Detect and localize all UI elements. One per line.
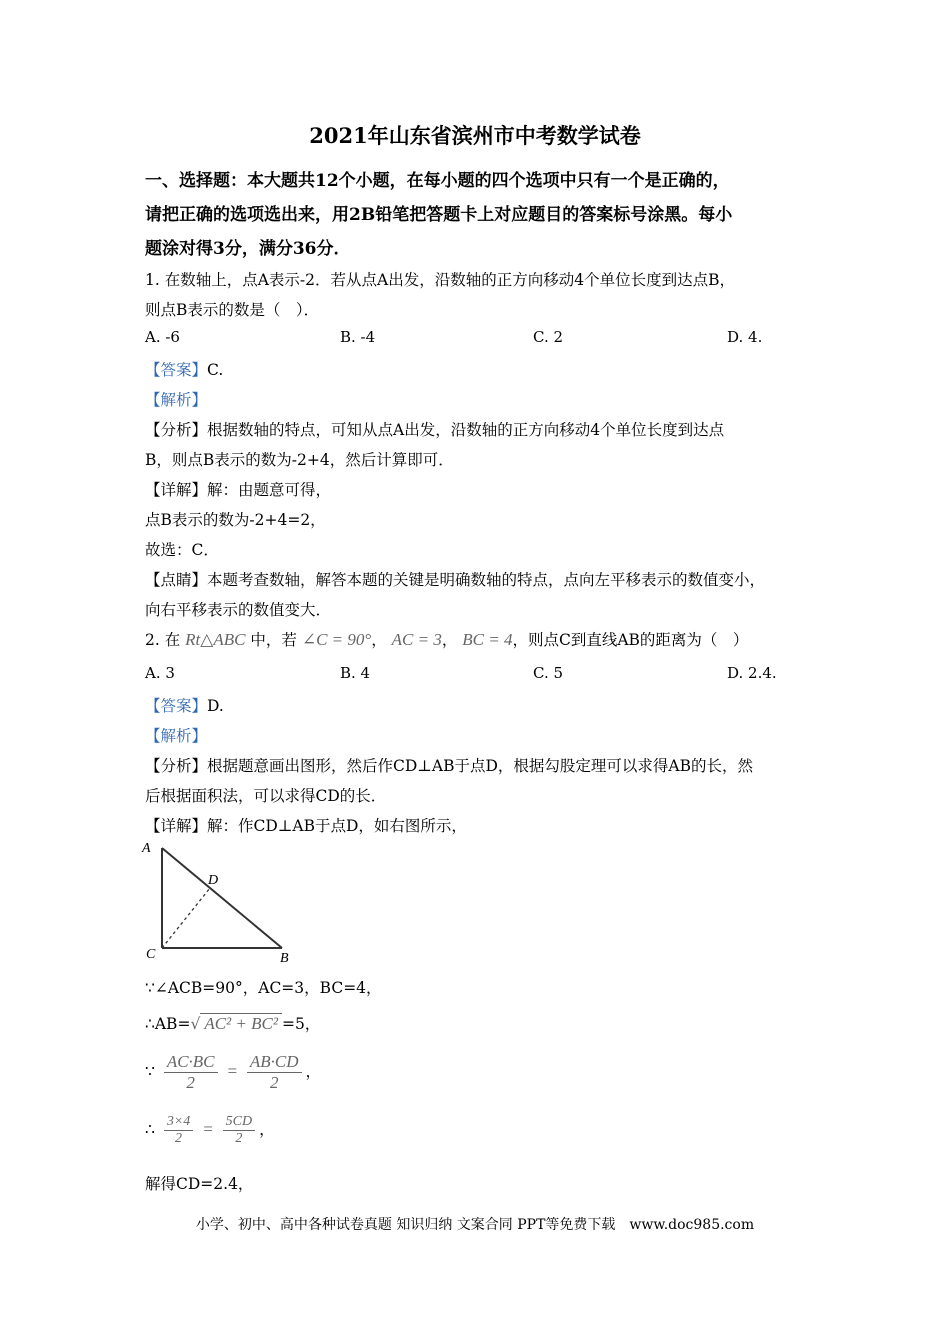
vertex-label-c: C bbox=[146, 947, 156, 962]
q2-analysis-tag: 【解析】 bbox=[145, 727, 208, 745]
q2-step-4-symbol: ∴ bbox=[145, 1120, 155, 1139]
side-ab bbox=[162, 848, 282, 948]
q2-ac: AC = 3 bbox=[391, 630, 442, 649]
q2-step-1: ∵∠ACB=90°，AC=3，BC=4， bbox=[145, 979, 382, 997]
q2-step-2-suffix: =5， bbox=[281, 1015, 321, 1033]
q2-triangle-name: Rt△ABC bbox=[185, 630, 246, 649]
q2-step-2-radicand: AC² + BC² bbox=[200, 1013, 282, 1034]
q2-bc: BC = 4 bbox=[462, 630, 513, 649]
q1-dianjing-line-1 bbox=[145, 568, 765, 590]
q1-stem-line-1: 1. 在数轴上，点A表示-2．若从点A出发，沿数轴的正方向移动4个单位长度到达点B， bbox=[145, 271, 735, 289]
equals-sign: = bbox=[202, 1119, 214, 1139]
q2-option-b: B. 4 bbox=[340, 664, 371, 682]
fraction-ab-cd bbox=[247, 1052, 302, 1093]
numerator: 3×4 bbox=[164, 1114, 193, 1131]
q2-detail-text-1: 解：作CD⊥AB于点D，如右图所示， bbox=[207, 817, 467, 835]
q2-answer: D. bbox=[207, 697, 224, 715]
q2-fenxi-text-1: 根据题意画出图形，然后作CD⊥AB于点D，根据勾股定理可以求得AB的长，然 bbox=[207, 757, 753, 775]
q2-step-2 bbox=[145, 1012, 320, 1034]
q1-fenxi-line-2: B，则点B表示的数为-2+4，然后计算即可． bbox=[145, 451, 454, 469]
numerator: AC·BC bbox=[164, 1052, 218, 1073]
point-label-d: D bbox=[208, 873, 219, 888]
numerator: AB·CD bbox=[247, 1052, 302, 1073]
q1-dianjing-text-1: 本题考查数轴，解答本题的关键是明确数轴的特点，点向左平移表示的数值变小， bbox=[207, 571, 766, 589]
q2-prefix: 2. 在 bbox=[145, 631, 181, 649]
section-heading-line-2: 请把正确的选项选出来，用2B铅笔把答题卡上对应题目的答案标号涂黑。每小 bbox=[145, 205, 733, 225]
fraction-5cd bbox=[223, 1114, 255, 1147]
q2-step-5: 解得CD=2.4， bbox=[145, 1175, 254, 1193]
q1-analysis-line bbox=[145, 388, 207, 410]
q1-option-d: D. 4. bbox=[727, 328, 763, 346]
numerator: 5CD bbox=[223, 1114, 255, 1131]
q2-option-a: A. 3 bbox=[145, 664, 175, 682]
section-heading-line-3: 题涂对得3分，满分36分． bbox=[145, 239, 351, 259]
q1-answer: C. bbox=[207, 361, 224, 379]
q2-mid: 中，若 bbox=[250, 631, 297, 649]
q2-analysis-line bbox=[145, 724, 207, 746]
q2-detail-line-1 bbox=[145, 814, 467, 836]
vertex-label-a: A bbox=[142, 841, 151, 856]
q2-step-2-prefix: ∴AB= bbox=[145, 1015, 191, 1033]
q1-fenxi-line-1 bbox=[145, 418, 724, 440]
q2-step-3: ∵ $\frac{AC\cdot BC}{2}$ = $\frac{AB\cdot CD}{2}$ ， bbox=[145, 1052, 322, 1092]
denominator: 2 bbox=[186, 1073, 195, 1092]
vertex-label-b: B bbox=[280, 951, 289, 966]
section-heading-line-1: 一、选择题：本大题共12个小题，在每小题的四个选项中只有一个是正确的， bbox=[145, 171, 730, 191]
denominator: 2 bbox=[235, 1131, 243, 1146]
q2-step-4: ∴ $\frac{3\times 4}{2}$ = $\frac{5CD}{2}$ ， bbox=[145, 1114, 275, 1146]
q2-fenxi-line-2: 后根据面积法，可以求得CD的长． bbox=[145, 787, 387, 805]
q2-option-c: C. 5 bbox=[533, 664, 564, 682]
q2-angle: ∠C = 90° bbox=[301, 630, 372, 649]
radical-sign: √ bbox=[190, 1015, 201, 1033]
page-footer: 小学、初中、高中各种试卷真题 知识归纳 文案合同 PPT等免费下载 www.doc985.com bbox=[195, 1217, 755, 1233]
q2-suffix: ，则点C到直线AB的距离为（ ） bbox=[512, 631, 749, 649]
altitude-cd bbox=[162, 888, 210, 948]
q1-detail-tag: 【详解】 bbox=[145, 481, 208, 499]
q1-fenxi-tag: 【分析】 bbox=[145, 421, 208, 439]
q1-answer-line bbox=[145, 358, 223, 380]
q2-option-d: D. 2.4. bbox=[727, 664, 777, 682]
denominator: 2 bbox=[175, 1131, 183, 1146]
triangle-figure bbox=[140, 838, 310, 968]
q2-fenxi-tag: 【分析】 bbox=[145, 757, 208, 775]
q1-option-b: B. -4 bbox=[340, 328, 376, 346]
fraction-3x4 bbox=[164, 1114, 193, 1147]
fraction-ac-bc bbox=[164, 1052, 218, 1093]
q2-stem-line: 2. 在 Rt△ABC 中，若 ∠C = 90°， AC = 3， BC = 4，则点C到直线AB的距离为（ ） bbox=[145, 630, 749, 649]
denominator: 2 bbox=[269, 1073, 279, 1092]
q1-analysis-tag: 【解析】 bbox=[145, 391, 208, 409]
q1-fenxi-text-1: 根据数轴的特点，可知从点A出发，沿数轴的正方向移动4个单位长度到达点 bbox=[207, 421, 725, 439]
q1-dianjing-tag: 【点睛】 bbox=[145, 571, 208, 589]
q1-stem-line-2: 则点B表示的数是（ ）． bbox=[145, 301, 320, 319]
q2-fenxi-line-1 bbox=[145, 754, 753, 776]
q2-step-3-symbol: ∵ bbox=[145, 1062, 155, 1081]
q2-detail-tag: 【详解】 bbox=[145, 817, 208, 835]
q1-detail-text-1: 解：由题意可得， bbox=[207, 481, 332, 499]
q2-answer-tag: 【答案】 bbox=[145, 697, 208, 715]
q2-answer-line bbox=[145, 694, 224, 716]
q1-option-a: A. -6 bbox=[145, 328, 180, 346]
q1-option-c: C. 2 bbox=[533, 328, 564, 346]
page-title: 2021年山东省滨州市中考数学试卷 bbox=[309, 123, 641, 148]
q1-detail-line-3: 故选：C． bbox=[145, 541, 219, 559]
q1-dianjing-line-2: 向右平移表示的数值变大． bbox=[145, 601, 332, 619]
q1-detail-line-1 bbox=[145, 478, 331, 500]
q1-answer-tag: 【答案】 bbox=[145, 361, 208, 379]
q1-detail-line-2: 点B表示的数为-2+4=2， bbox=[145, 511, 326, 529]
equals-sign: = bbox=[226, 1061, 238, 1081]
